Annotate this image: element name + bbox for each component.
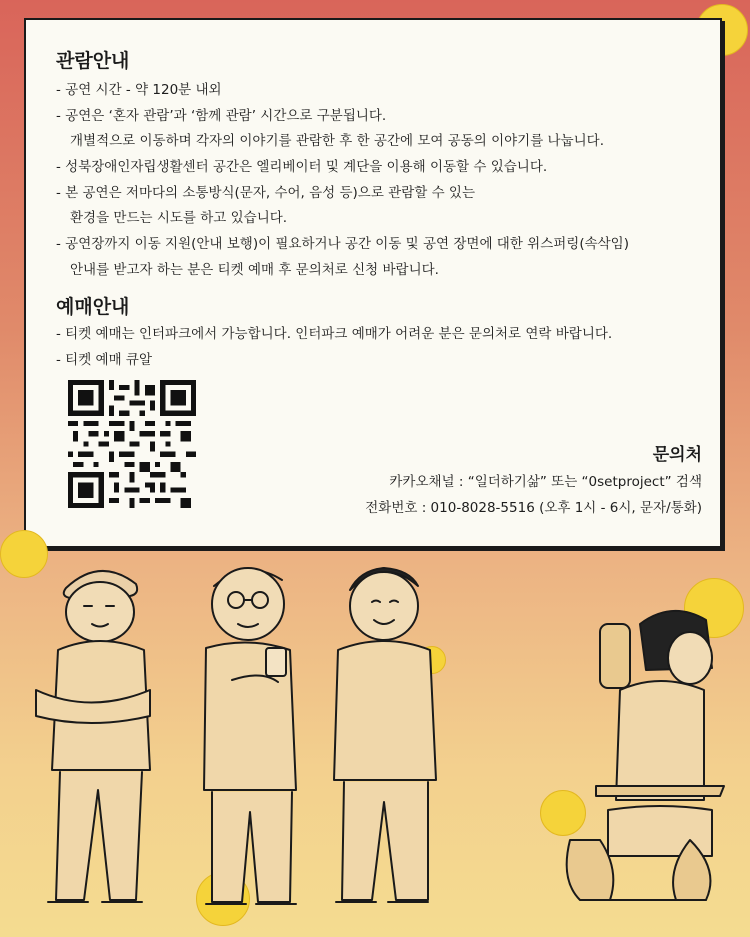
viewing-guide-line: - 공연 시간 - 약 120분 내외 [56, 82, 222, 98]
person-wheelchair-figure [567, 611, 724, 900]
viewing-guide-line: 안내를 받고자 하는 분은 티켓 예매 후 문의처로 신청 바랍니다. [70, 262, 439, 278]
people-illustration [0, 540, 750, 937]
ticket-guide-line: - 티켓 예매 큐알 [56, 352, 152, 368]
contact-title: 문의처 [652, 445, 702, 465]
person-smiling-figure [334, 568, 436, 902]
person-glasses-figure [204, 568, 296, 904]
info-card [24, 18, 722, 548]
viewing-guide-line: - 성북장애인자립생활센터 공간은 엘리베이터 및 계단을 이용해 이동할 수 있습니다. [56, 159, 548, 175]
viewing-guide-line: 개별적으로 이동하며 각자의 이야기를 관람한 후 한 공간에 모여 공동의 이야기를 나눕니다. [70, 133, 605, 149]
viewing-guide-title: 관람안내 [56, 50, 130, 72]
viewing-guide-line: - 공연장까지 이동 지원(안내 보행)이 필요하거나 공간 이동 및 공연 장면에 대한 위스퍼링(속삭임) [56, 236, 629, 252]
contact-phone: 전화번호 : 010-8028-5516 (오후 1시 - 6시, 문자/통화) [365, 500, 702, 516]
ticket-guide-line: - 티켓 예매는 인터파크에서 가능합니다. 인터파크 예매가 어려운 분은 문의처로 연락 바랍니다. [56, 326, 613, 342]
contact-kakao: 카카오채널 : “일더하기삶” 또는 “0setproject” 검색 [389, 474, 702, 490]
ticket-guide-title: 예매안내 [56, 296, 130, 318]
viewing-guide-line: 환경을 만드는 시도를 하고 있습니다. [70, 210, 288, 226]
viewing-guide-line: - 공연은 ‘혼자 관람’과 ‘함께 관람’ 시간으로 구분됩니다. [56, 108, 387, 124]
ticket-qr-code[interactable] [68, 380, 196, 508]
viewing-guide-line: - 본 공연은 저마다의 소통방식(문자, 수어, 음성 등)으로 관람할 수 있는 [56, 185, 476, 201]
person-cap-figure [36, 571, 150, 902]
